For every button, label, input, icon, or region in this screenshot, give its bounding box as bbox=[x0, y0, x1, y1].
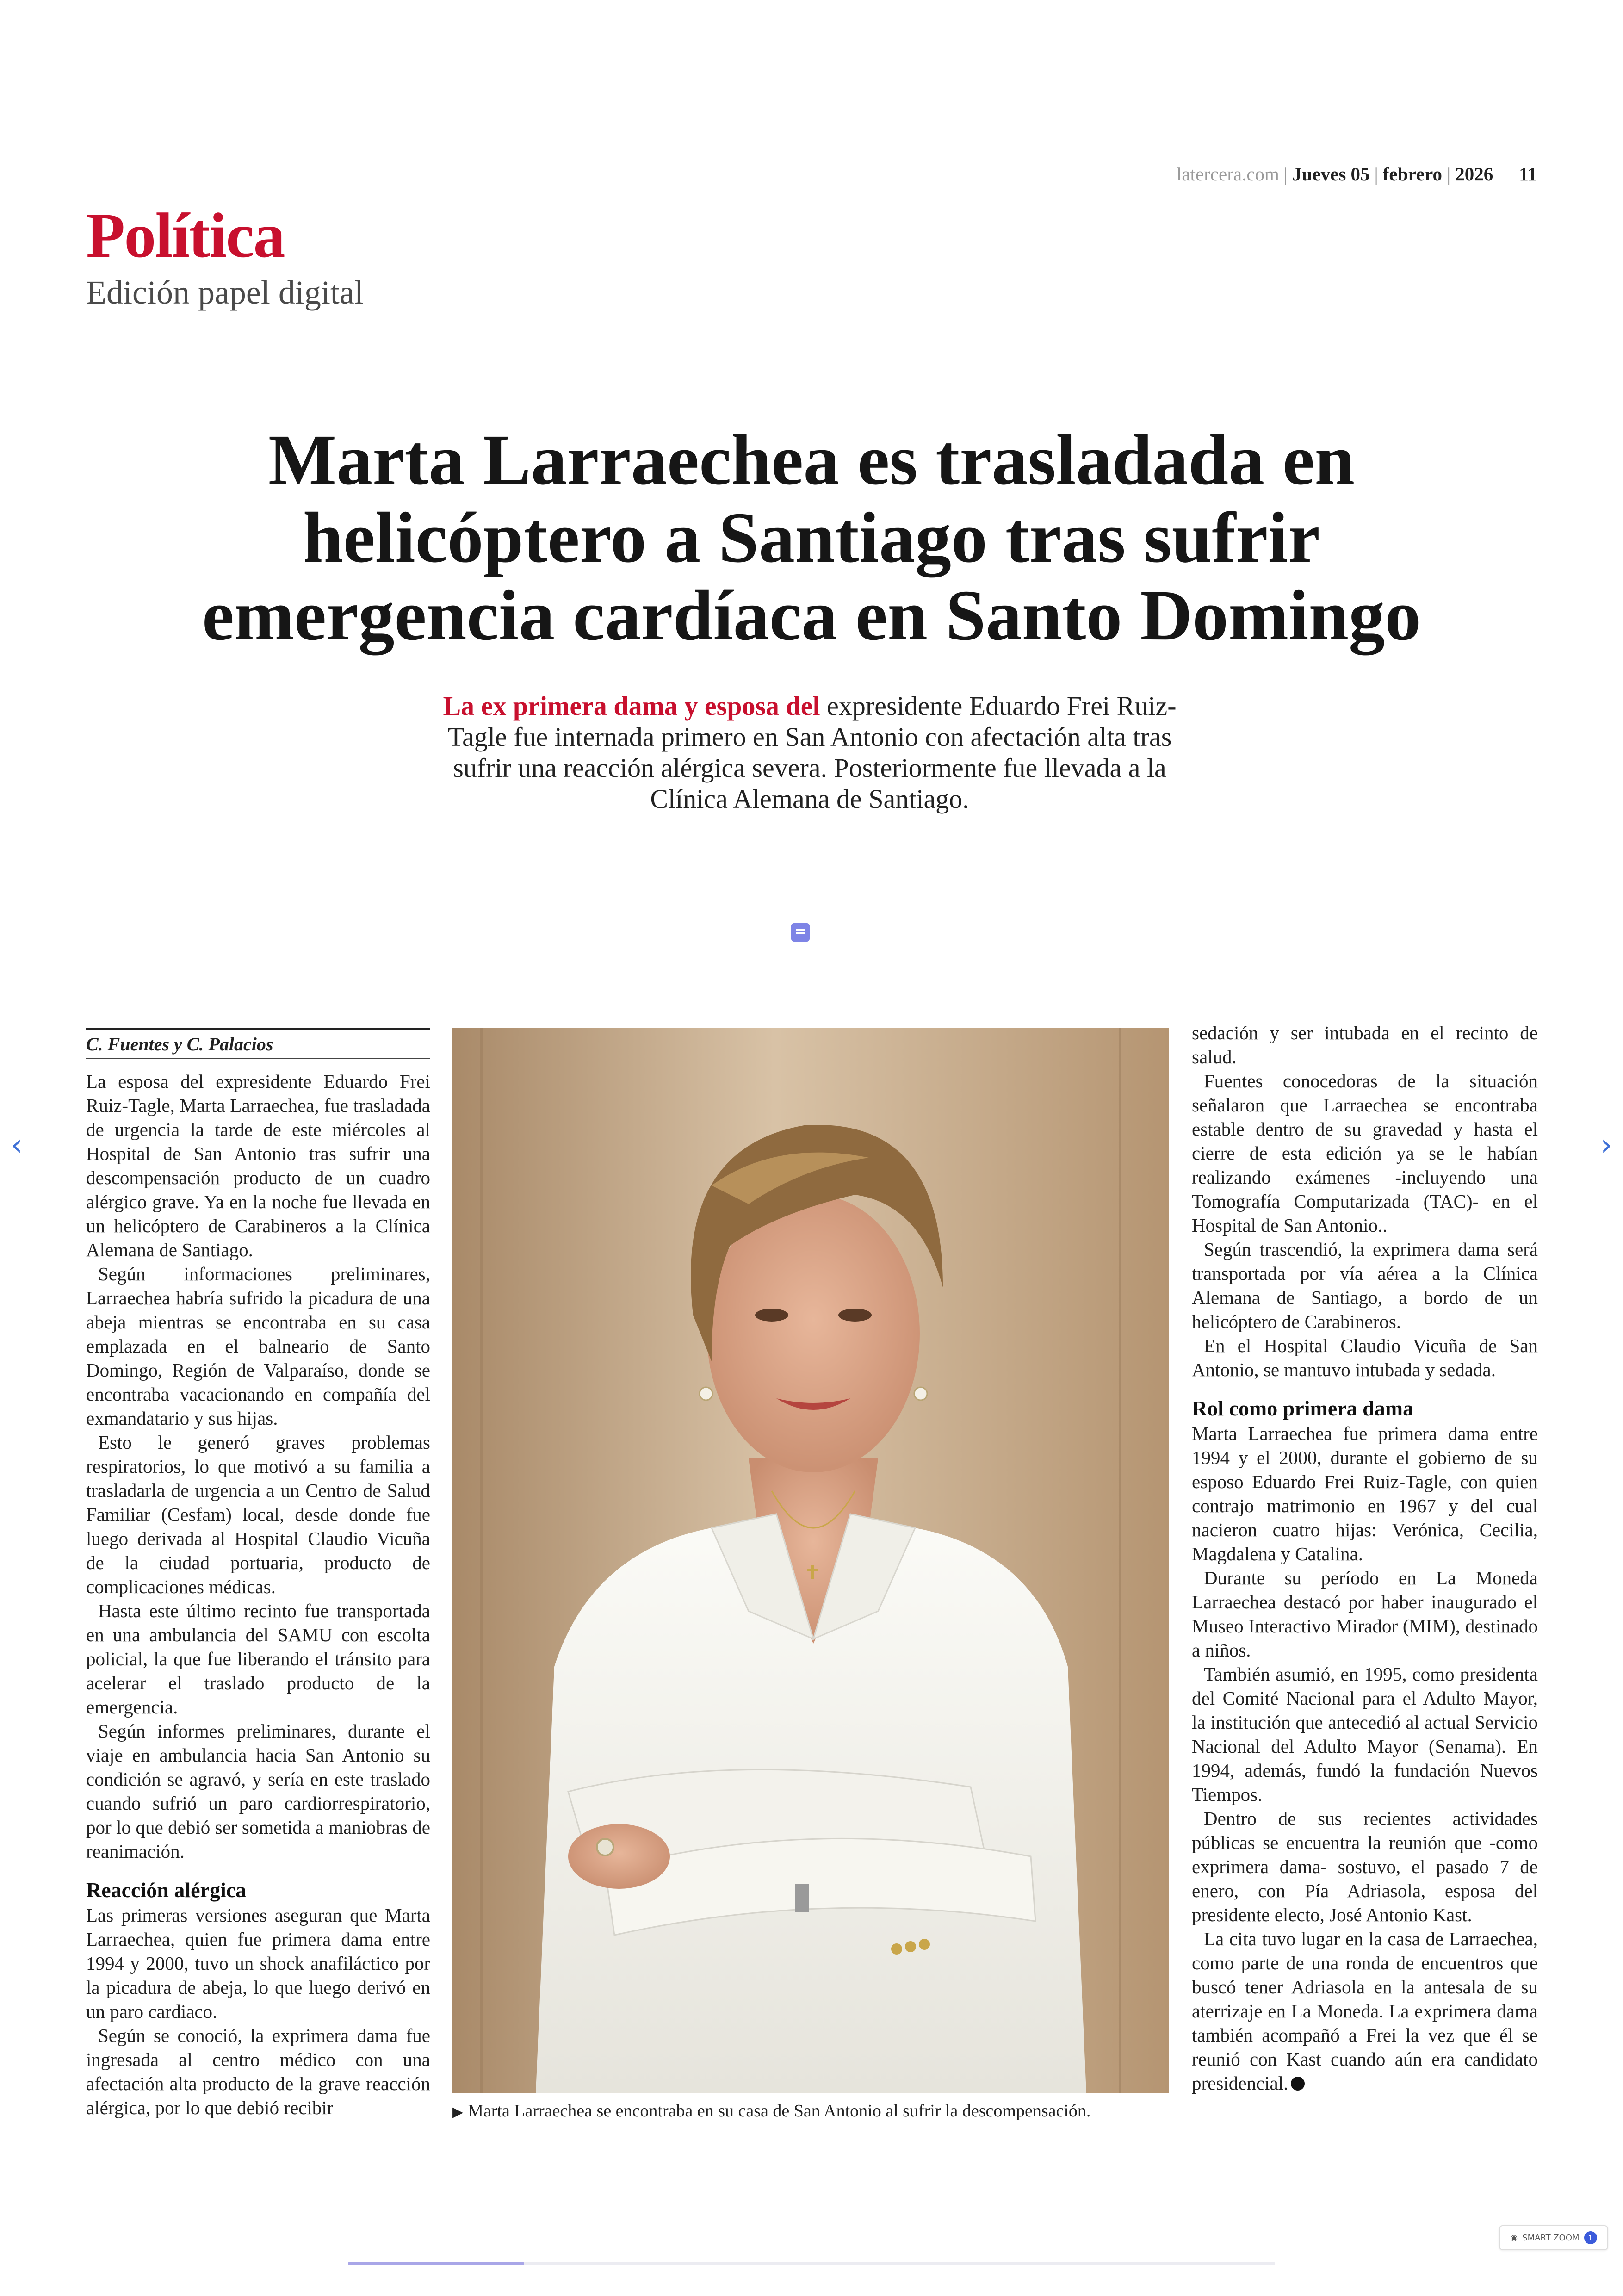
portrait-illustration bbox=[452, 1028, 1169, 2093]
site-name: latercera.com bbox=[1177, 163, 1279, 185]
byline-box bbox=[86, 1028, 430, 1059]
body-paragraph: La esposa del expresidente Eduardo Frei Ruiz-Tagle, Marta Larraechea, fue trasladada de urgencia la tarde de este miércoles al Hospital de San Antonio tras sufrir una descompensación producto de un cuadro alérgico grave. Ya en la noche fue llevada en un helicóptero de Carabineros a la Clínica Alemana de Santiago. bbox=[86, 1071, 430, 1260]
subheading: Reacción alérgica bbox=[86, 1878, 247, 1902]
body-paragraph: Según informaciones preliminares, Larraechea habría sufrido la picadura de una abeja mientras se encontraba en su casa emplazada en el balneario de Santo Domingo, Región de Valparaíso, donde se encontraba vacacionando en compañía del exmandatario y sus hijas. bbox=[86, 1263, 430, 1429]
body-paragraph: Fuentes conocedoras de la situación señalaron que Larraechea se encontraba estable dentro de su gravedad y hasta el cierre de esta edición ya se le habían realizando exámenes -incluyendo una Tomografía Computarizada (TAC)- en el Hospital de San Antonio.. bbox=[1192, 1070, 1538, 1236]
page-header bbox=[1177, 163, 1537, 185]
header-month: febrero bbox=[1382, 163, 1443, 185]
smart-zoom-button[interactable] bbox=[1499, 2225, 1608, 2250]
smart-zoom-badge: 1 bbox=[1584, 2231, 1597, 2244]
smart-zoom-label: SMART ZOOM bbox=[1522, 2233, 1580, 2243]
separator: | bbox=[1374, 163, 1378, 185]
eye-icon: ◉ bbox=[1510, 2233, 1518, 2243]
headline-line: emergencia cardíaca en Santo Domingo bbox=[202, 575, 1421, 655]
section-subtitle: Edición papel digital bbox=[86, 274, 364, 311]
body-paragraph-text: La cita tuvo lugar en la casa de Larraechea, como parte de una ronda de encuentros que buscó tener Adriasola en la antesala de su aterrizaje en La Moneda. La exprimera dama también acompañó a Frei la vez que él se reunió con Kast cuando aún era candidato presidencial. bbox=[1192, 1928, 1538, 2094]
separator: | bbox=[1447, 163, 1451, 185]
body-paragraph: Las primeras versiones aseguran que Marta Larraechea, quien fue primera dama entre 1994 y 2000, tuvo un shock anafiláctico por la picadura de abeja, lo que luego derivó en un paro cardiaco. bbox=[86, 1905, 430, 2022]
body-paragraph: Dentro de sus recientes actividades públicas se encuentra la reunión que -como exprimera dama- sostuvo, el pasado 7 de enero, con Pía Adriasola, esposa del presidente electo, José Antonio Kast. bbox=[1192, 1808, 1538, 1925]
article-column-right bbox=[1192, 1021, 1538, 2095]
body-paragraph: Marta Larraechea fue primera dama entre 1994 y el 2000, durante el gobierno de su esposo Eduardo Frei Ruiz-Tagle, con quien contrajo matrimonio en 1967 y del cual nacieron cuatro hijas: Verónica, Cecilia, Magdalena y Catalina. bbox=[1192, 1423, 1538, 1564]
body-paragraph: Esto le generó graves problemas respiratorios, lo que motivó a su familia a trasladarla de urgencia a un Centro de Salud Familiar (Cesfam) local, desde donde fue luego derivada al Hospital Claudio Vicuña de la ciudad portuaria, producto de complicaciones médicas. bbox=[86, 1432, 430, 1597]
previous-page-icon[interactable]: ‹ bbox=[11, 1128, 23, 1162]
lede-text: expresidente Eduardo Frei Ruiz-Tagle fue internada primero en San Antonio con afectación alta tras sufrir una reacción alérgica severa. Posteriormente fue llevada a la Clínica Alemana de Santiago. bbox=[447, 691, 1177, 814]
header-year: 2026 bbox=[1455, 163, 1493, 185]
byline: C. Fuentes y C. Palacios bbox=[86, 1034, 273, 1055]
article-photo bbox=[452, 1028, 1169, 2093]
body-paragraph: Según trascendió, la exprimera dama será transportada por vía aérea a la Clínica Alemana de Santiago, a bordo de un helicóptero de Carabineros. bbox=[1192, 1239, 1538, 1332]
body-paragraph bbox=[1192, 1927, 1538, 2095]
article-column-left bbox=[86, 1028, 430, 2120]
body-paragraph: sedación y ser intubada en el recinto de salud. bbox=[1192, 1022, 1538, 1067]
end-mark-icon bbox=[1291, 2077, 1305, 2091]
body-paragraph: Según informes preliminares, durante el viaje en ambulancia hacia San Antonio su condición se agravó, y sería en este traslado cuando sufrió un paro cardiorrespiratorio, por lo que debió ser sometida a maniobras de reanimación. bbox=[86, 1720, 430, 1862]
article-headline bbox=[86, 421, 1537, 654]
body-paragraph: También asumió, en 1995, como presidenta del Comité Nacional para el Adulto Mayor, la institución que antecedió al actual Servicio Nacional del Adulto Mayor (Senama). En 1994, además, fundó la fundación Nuevos Tiempos. bbox=[1192, 1663, 1538, 1805]
next-page-icon[interactable]: › bbox=[1600, 1128, 1612, 1162]
body-paragraph: Hasta este último recinto fue transportada en una ambulancia del SAMU con escolta policial, la que fue liberando el tránsito para acelerar el traslado producto de la emergencia. bbox=[86, 1600, 430, 1718]
headline-line: Marta Larraechea es trasladada en bbox=[268, 420, 1355, 500]
section-title: Política bbox=[86, 200, 285, 271]
subheading: Rol como primera dama bbox=[1192, 1396, 1414, 1420]
separator: | bbox=[1283, 163, 1288, 185]
caption-marker-icon: ▶ bbox=[452, 2104, 464, 2120]
page-number: 11 bbox=[1519, 163, 1537, 185]
body-paragraph: Según se conoció, la exprimera dama fue ingresada al centro médico con una afectación alta producto de la grave reacción alérgica, por lo que debió recibir bbox=[86, 2025, 430, 2118]
photo-caption bbox=[452, 2101, 1174, 2121]
lede-lead: La ex primera dama y esposa del bbox=[443, 691, 820, 721]
reading-progress-fill bbox=[348, 2262, 524, 2265]
body-paragraph: Durante su período en La Moneda Larraechea destacó por haber inaugurado el Museo Interactivo Mirador (MIM), destinado a niños. bbox=[1192, 1567, 1538, 1661]
article-lede bbox=[426, 690, 1194, 814]
body-paragraph: En el Hospital Claudio Vicuña de San Antonio, se mantuvo intubada y sedada. bbox=[1192, 1335, 1538, 1380]
header-day: Jueves 05 bbox=[1292, 163, 1370, 185]
caption-text: Marta Larraechea se encontraba en su casa de San Antonio al sufrir la descompensación. bbox=[468, 2101, 1091, 2121]
comment-icon[interactable] bbox=[791, 923, 810, 942]
headline-line: helicóptero a Santiago tras sufrir bbox=[303, 497, 1320, 577]
